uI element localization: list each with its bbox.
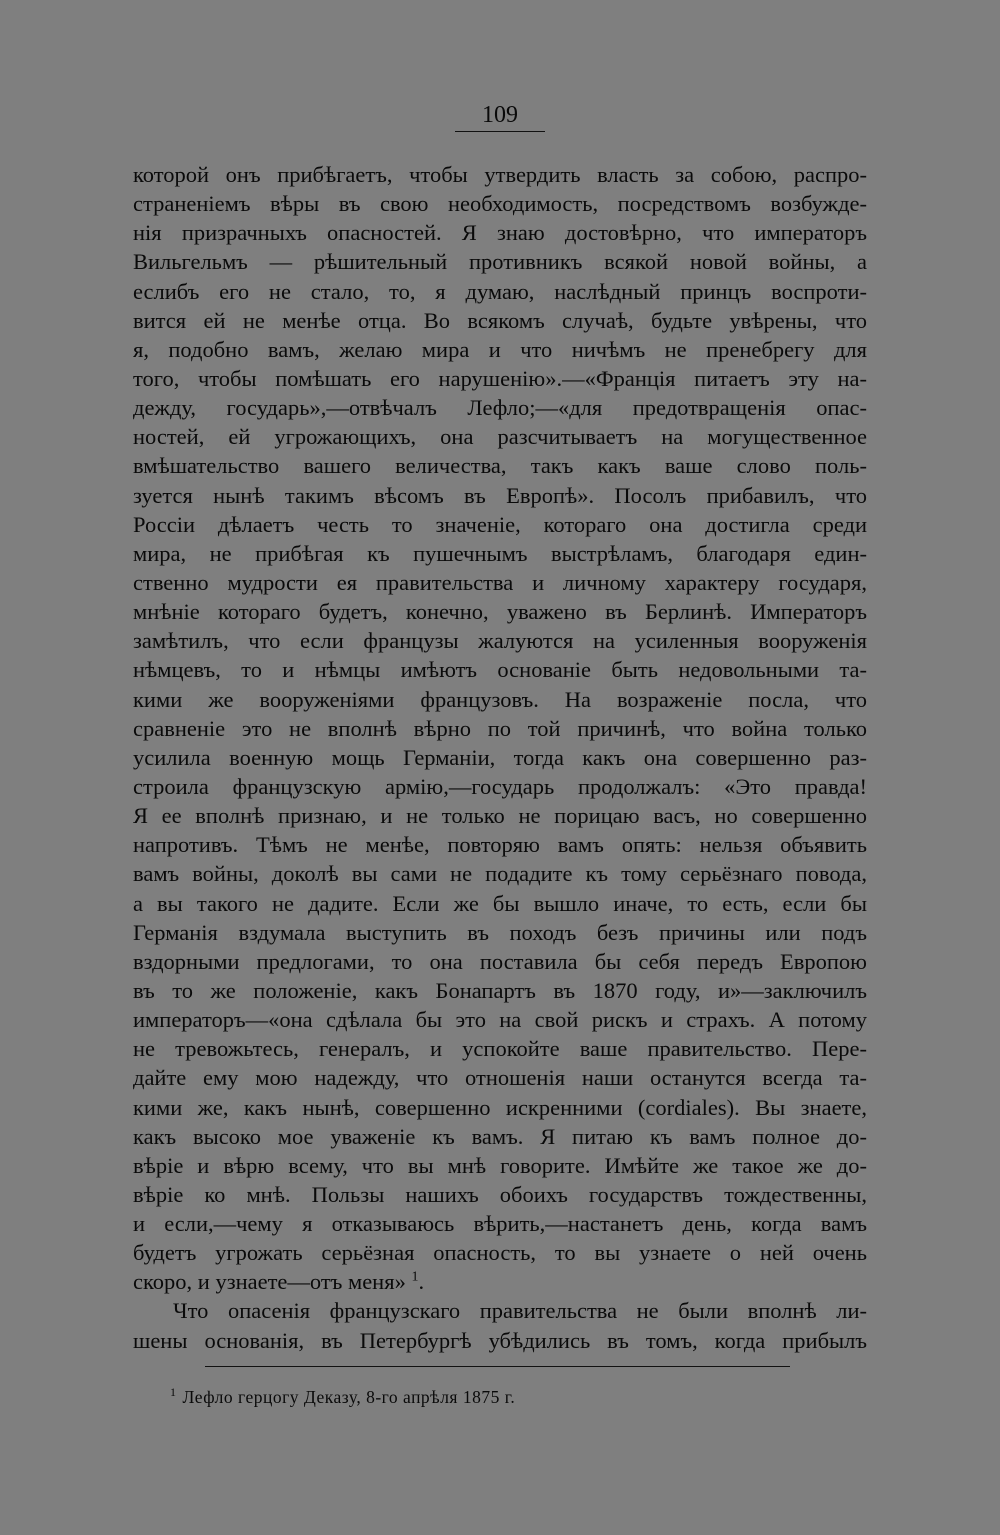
footnote	[170, 1385, 870, 1409]
line-text: Что опасенія французскаго правительства не были вполнѣ ли-	[173, 1298, 867, 1324]
line-text: того, чтобы помѣшать его нарушенію».—«Франція питаетъ эту на-	[133, 365, 867, 391]
line-text: вамъ войны, доколѣ вы сами не подадите къ тому серьёзнаго повода,	[133, 861, 867, 887]
line-text: нія призрачныхъ опасностей. Я знаю достовѣрно, что императоръ	[133, 220, 867, 246]
line-text: ностей, ей угрожающихъ, она разсчитываетъ на могущественное	[133, 424, 867, 450]
text-line	[133, 539, 867, 568]
line-text: какъ высоко мое уваженіе къ вамъ. Я питаю къ вамъ полное до-	[133, 1123, 867, 1149]
line-text: я, подобно вамъ, желаю мира и что ничѣмъ не пренебрегу для	[133, 336, 867, 362]
text-line	[133, 772, 867, 801]
text-line	[133, 918, 867, 947]
text-line	[133, 947, 867, 976]
text-line	[133, 1151, 867, 1180]
text-line	[133, 247, 867, 276]
line-text: кими же, какъ нынѣ, совершенно искренними (cordiales). Вы знаете,	[133, 1094, 867, 1120]
line-text: строила французскую армію,—государь продолжалъ: «Это правда!	[133, 773, 867, 799]
line-text: Германія вздумала выступить въ походъ безъ причины или подъ	[133, 919, 867, 945]
line-text: будетъ угрожать серьёзная опасность, то вы узнаете о ней очень	[133, 1240, 867, 1266]
line-text: страненіемъ вѣры въ свою необходимость, посредствомъ возбужде-	[133, 191, 867, 217]
footnote-rule	[205, 1366, 790, 1367]
line-text: скоро, и узнаете—отъ меня»	[133, 1269, 406, 1295]
line-text: Вильгельмъ — рѣшительный противникъ всякой новой войны, а	[133, 249, 867, 275]
text-line	[133, 1093, 867, 1122]
text-line	[133, 1326, 867, 1355]
text-line	[133, 859, 867, 888]
text-line	[133, 160, 867, 189]
line-text: замѣтилъ, что если французы жалуются на усиленныя вооруженія	[133, 628, 867, 654]
text-line	[133, 626, 867, 655]
line-text: мира, не прибѣгая къ пушечнымъ выстрѣламъ, благодаря един-	[133, 540, 867, 566]
text-line	[133, 685, 867, 714]
line-text: и если,—чему я отказываюсь вѣрить,—настанетъ день, когда вамъ	[133, 1211, 867, 1237]
text-line	[133, 218, 867, 247]
text-line	[133, 1209, 867, 1238]
line-text: еслибъ его не стало, то, я думаю, наслѣдный принцъ воспроти-	[133, 278, 867, 304]
text-line	[133, 1063, 867, 1092]
line-text: которой онъ прибѣгаетъ, чтобы утвердить власть за собою, распро-	[133, 162, 867, 187]
line-text: вѣріе и вѣрю всему, что вы мнѣ говорите. Имѣйте же такое же до-	[133, 1152, 867, 1178]
footnote-reference: 1	[411, 1269, 419, 1285]
line-text: въ то же положеніе, какъ Бонапартъ въ 1870 году, и»—заключилъ	[133, 977, 867, 1003]
page-number-rule	[455, 131, 545, 132]
text-line	[133, 889, 867, 918]
line-text: дежду, государь»,—отвѣчалъ Лефло;—«для предотвращенія опас-	[133, 395, 867, 421]
text-line	[133, 1122, 867, 1151]
text-line	[133, 510, 867, 539]
line-text: не тревожьтесь, генералъ, и успокойте ваше правительство. Пере-	[133, 1036, 867, 1062]
text-line	[133, 451, 867, 480]
line-text: сравненіе это не вполнѣ вѣрно по той причинѣ, что война только	[133, 715, 867, 741]
text-line	[133, 481, 867, 510]
line-text: Я ее вполнѣ признаю, и не только не порицаю васъ, но совершенно	[133, 803, 867, 829]
line-text: ственно мудрости ея правительства и личному характеру государя,	[133, 569, 867, 595]
line-text: вмѣшательство вашего величества, такъ какъ ваше слово поль-	[133, 453, 867, 479]
text-line	[133, 1034, 867, 1063]
text-line	[133, 801, 867, 830]
text-line	[133, 277, 867, 306]
line-text: императоръ—«она сдѣлала бы это на свой рискъ и страхъ. А потому	[133, 1007, 867, 1033]
page-number: 109	[482, 102, 518, 128]
text-line	[133, 393, 867, 422]
line-text: вздорными предлогами, то она поставила бы себя передъ Европою	[133, 948, 867, 974]
line-text: а вы такого не дадите. Если же бы вышло иначе, то есть, если бы	[133, 890, 867, 916]
line-text: мнѣніе котораго будетъ, конечно, уважено въ Берлинѣ. Императоръ	[133, 599, 867, 625]
line-text: шены основанія, въ Петербургѣ убѣдились въ томъ, когда прибылъ	[133, 1327, 867, 1353]
text-line	[133, 714, 867, 743]
text-line	[133, 830, 867, 859]
line-text: зуется нынѣ такимъ вѣсомъ въ Европѣ». Посолъ прибавилъ, что	[133, 482, 867, 508]
text-line	[133, 189, 867, 218]
text-line	[133, 1296, 867, 1325]
text-line	[133, 1267, 867, 1296]
text-line	[133, 655, 867, 684]
text-line	[133, 422, 867, 451]
line-text: кими же вооруженіями французовъ. На возраженіе посла, что	[133, 686, 867, 712]
text-line	[133, 568, 867, 597]
line-text: вѣріе ко мнѣ. Пользы нашихъ обоихъ государствъ тождественны,	[133, 1181, 867, 1207]
line-text: нѣмцевъ, то и нѣмцы имѣютъ основаніе быть недовольными та-	[133, 657, 867, 683]
line-text: усилила военную мощь Германіи, тогда какъ она совершенно раз-	[133, 744, 867, 770]
text-line	[133, 1180, 867, 1209]
text-line	[133, 364, 867, 393]
text-line	[133, 743, 867, 772]
line-text: Россіи дѣлаетъ честь то значеніе, котораго она достигла среди	[133, 511, 867, 537]
line-text: вится ей не менѣе отца. Во всякомъ случаѣ, будьте увѣрены, что	[133, 307, 867, 333]
footnote-number: 1	[170, 1385, 177, 1400]
footnote-text: Лефло герцогу Деказу, 8-го апрѣля 1875 г.	[182, 1387, 516, 1407]
text-line	[133, 976, 867, 1005]
text-line	[133, 335, 867, 364]
line-text: дайте ему мою надежду, что отношенія наши останутся всегда та-	[133, 1065, 867, 1091]
text-line	[133, 306, 867, 335]
text-line	[133, 1238, 867, 1267]
line-text: напротивъ. Тѣмъ не менѣе, повторяю вамъ опять: нельзя объявить	[133, 832, 867, 858]
punctuation: .	[418, 1269, 425, 1295]
body-text	[133, 160, 867, 1355]
text-line	[133, 1005, 867, 1034]
text-line	[133, 597, 867, 626]
